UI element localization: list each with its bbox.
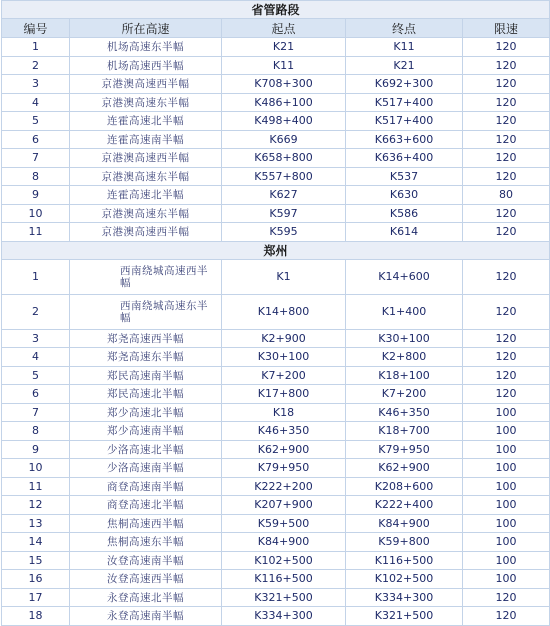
cell-highway: 郑尧高速东半幅 bbox=[70, 348, 222, 367]
cell-row-number: 12 bbox=[2, 496, 70, 515]
cell-end-point: K7+200 bbox=[346, 385, 463, 404]
cell-end-point: K30+100 bbox=[346, 329, 463, 348]
cell-end-point: K18+700 bbox=[346, 422, 463, 441]
section-header-row bbox=[2, 241, 550, 259]
cell-start-point: K21 bbox=[222, 38, 346, 57]
cell-speed-limit: 120 bbox=[463, 38, 550, 57]
section-title: 省管路段 bbox=[2, 1, 550, 19]
cell-row-number: 8 bbox=[2, 167, 70, 186]
cell-start-point: K1 bbox=[222, 259, 346, 294]
cell-row-number: 2 bbox=[2, 56, 70, 75]
column-header-row-number: 编号 bbox=[2, 19, 70, 38]
cell-highway: 汝登高速西半幅 bbox=[70, 570, 222, 589]
cell-end-point: K59+800 bbox=[346, 533, 463, 552]
cell-row-number: 3 bbox=[2, 329, 70, 348]
cell-row-number: 4 bbox=[2, 348, 70, 367]
cell-end-point: K517+400 bbox=[346, 93, 463, 112]
table-row bbox=[2, 514, 550, 533]
cell-row-number: 3 bbox=[2, 75, 70, 94]
cell-row-number: 18 bbox=[2, 607, 70, 626]
cell-row-number: 1 bbox=[2, 259, 70, 294]
cell-start-point: K59+500 bbox=[222, 514, 346, 533]
cell-start-point: K116+500 bbox=[222, 570, 346, 589]
table-row bbox=[2, 459, 550, 478]
cell-speed-limit: 120 bbox=[463, 149, 550, 168]
cell-speed-limit: 120 bbox=[463, 329, 550, 348]
column-header-highway: 所在高速 bbox=[70, 19, 222, 38]
table-row bbox=[2, 570, 550, 589]
cell-speed-limit: 120 bbox=[463, 56, 550, 75]
cell-row-number: 11 bbox=[2, 477, 70, 496]
table-row bbox=[2, 366, 550, 385]
cell-row-number: 4 bbox=[2, 93, 70, 112]
cell-row-number: 8 bbox=[2, 422, 70, 441]
cell-speed-limit: 120 bbox=[463, 112, 550, 131]
cell-start-point: K207+900 bbox=[222, 496, 346, 515]
cell-row-number: 10 bbox=[2, 204, 70, 223]
cell-highway: 京港澳高速东半幅 bbox=[70, 167, 222, 186]
cell-highway: 郑少高速南半幅 bbox=[70, 422, 222, 441]
cell-speed-limit: 120 bbox=[463, 130, 550, 149]
cell-row-number: 7 bbox=[2, 403, 70, 422]
cell-highway: 汝登高速南半幅 bbox=[70, 551, 222, 570]
cell-speed-limit: 120 bbox=[463, 348, 550, 367]
table-row bbox=[2, 496, 550, 515]
cell-start-point: K2+900 bbox=[222, 329, 346, 348]
cell-start-point: K62+900 bbox=[222, 440, 346, 459]
cell-speed-limit: 120 bbox=[463, 588, 550, 607]
cell-speed-limit: 100 bbox=[463, 514, 550, 533]
cell-highway: 连霍高速南半幅 bbox=[70, 130, 222, 149]
cell-speed-limit: 80 bbox=[463, 186, 550, 205]
cell-start-point: K597 bbox=[222, 204, 346, 223]
cell-start-point: K14+800 bbox=[222, 294, 346, 329]
cell-start-point: K595 bbox=[222, 223, 346, 242]
cell-start-point: K222+200 bbox=[222, 477, 346, 496]
cell-end-point: K11 bbox=[346, 38, 463, 57]
section-title: 郑州 bbox=[2, 241, 550, 259]
cell-end-point: K222+400 bbox=[346, 496, 463, 515]
cell-end-point: K663+600 bbox=[346, 130, 463, 149]
cell-highway: 连霍高速北半幅 bbox=[70, 186, 222, 205]
table-row bbox=[2, 56, 550, 75]
cell-end-point: K84+900 bbox=[346, 514, 463, 533]
column-header-end-point: 终点 bbox=[346, 19, 463, 38]
cell-end-point: K692+300 bbox=[346, 75, 463, 94]
cell-highway: 焦桐高速东半幅 bbox=[70, 533, 222, 552]
table-row bbox=[2, 440, 550, 459]
column-header-speed-limit: 限速 bbox=[463, 19, 550, 38]
cell-highway: 商登高速北半幅 bbox=[70, 496, 222, 515]
cell-row-number: 9 bbox=[2, 440, 70, 459]
table-row bbox=[2, 167, 550, 186]
cell-start-point: K658+800 bbox=[222, 149, 346, 168]
cell-start-point: K46+350 bbox=[222, 422, 346, 441]
cell-speed-limit: 120 bbox=[463, 607, 550, 626]
cell-speed-limit: 120 bbox=[463, 204, 550, 223]
cell-start-point: K708+300 bbox=[222, 75, 346, 94]
table-row bbox=[2, 223, 550, 242]
cell-row-number: 9 bbox=[2, 186, 70, 205]
table-row bbox=[2, 294, 550, 329]
cell-end-point: K208+600 bbox=[346, 477, 463, 496]
cell-speed-limit: 120 bbox=[463, 167, 550, 186]
cell-highway: 京港澳高速西半幅 bbox=[70, 149, 222, 168]
cell-end-point: K537 bbox=[346, 167, 463, 186]
cell-end-point: K630 bbox=[346, 186, 463, 205]
cell-highway: 连霍高速北半幅 bbox=[70, 112, 222, 131]
cell-end-point: K2+800 bbox=[346, 348, 463, 367]
cell-speed-limit: 120 bbox=[463, 75, 550, 94]
cell-speed-limit: 120 bbox=[463, 294, 550, 329]
cell-row-number: 13 bbox=[2, 514, 70, 533]
cell-speed-limit: 100 bbox=[463, 477, 550, 496]
table-row bbox=[2, 93, 550, 112]
table-row bbox=[2, 607, 550, 626]
table-row bbox=[2, 130, 550, 149]
cell-speed-limit: 100 bbox=[463, 533, 550, 552]
table-row bbox=[2, 477, 550, 496]
cell-highway: 西南绕城高速东半幅 bbox=[70, 294, 222, 329]
cell-row-number: 6 bbox=[2, 385, 70, 404]
cell-highway: 永登高速北半幅 bbox=[70, 588, 222, 607]
cell-end-point: K321+500 bbox=[346, 607, 463, 626]
cell-highway: 郑少高速北半幅 bbox=[70, 403, 222, 422]
cell-speed-limit: 100 bbox=[463, 440, 550, 459]
table-row bbox=[2, 149, 550, 168]
cell-end-point: K21 bbox=[346, 56, 463, 75]
cell-highway: 少洛高速南半幅 bbox=[70, 459, 222, 478]
table-row bbox=[2, 403, 550, 422]
cell-end-point: K517+400 bbox=[346, 112, 463, 131]
cell-speed-limit: 100 bbox=[463, 422, 550, 441]
cell-end-point: K586 bbox=[346, 204, 463, 223]
cell-highway: 少洛高速北半幅 bbox=[70, 440, 222, 459]
cell-end-point: K79+950 bbox=[346, 440, 463, 459]
table-row bbox=[2, 259, 550, 294]
cell-end-point: K614 bbox=[346, 223, 463, 242]
cell-speed-limit: 120 bbox=[463, 223, 550, 242]
cell-start-point: K18 bbox=[222, 403, 346, 422]
section-header-row bbox=[2, 1, 550, 19]
table-row bbox=[2, 112, 550, 131]
table-row bbox=[2, 186, 550, 205]
cell-speed-limit: 100 bbox=[463, 496, 550, 515]
cell-start-point: K11 bbox=[222, 56, 346, 75]
table-row bbox=[2, 348, 550, 367]
cell-speed-limit: 100 bbox=[463, 459, 550, 478]
cell-highway: 永登高速南半幅 bbox=[70, 607, 222, 626]
cell-start-point: K79+950 bbox=[222, 459, 346, 478]
cell-end-point: K102+500 bbox=[346, 570, 463, 589]
cell-highway: 商登高速南半幅 bbox=[70, 477, 222, 496]
column-header-start-point: 起点 bbox=[222, 19, 346, 38]
cell-end-point: K334+300 bbox=[346, 588, 463, 607]
table-body bbox=[2, 1, 550, 626]
table-row bbox=[2, 422, 550, 441]
cell-start-point: K557+800 bbox=[222, 167, 346, 186]
cell-row-number: 1 bbox=[2, 38, 70, 57]
cell-highway: 郑民高速南半幅 bbox=[70, 366, 222, 385]
speed-limit-table bbox=[1, 0, 550, 626]
table-row bbox=[2, 551, 550, 570]
cell-speed-limit: 100 bbox=[463, 551, 550, 570]
table-row bbox=[2, 204, 550, 223]
cell-start-point: K7+200 bbox=[222, 366, 346, 385]
cell-start-point: K669 bbox=[222, 130, 346, 149]
cell-highway: 郑尧高速西半幅 bbox=[70, 329, 222, 348]
cell-highway: 京港澳高速东半幅 bbox=[70, 204, 222, 223]
cell-speed-limit: 120 bbox=[463, 259, 550, 294]
cell-row-number: 17 bbox=[2, 588, 70, 607]
cell-row-number: 14 bbox=[2, 533, 70, 552]
cell-end-point: K62+900 bbox=[346, 459, 463, 478]
cell-speed-limit: 100 bbox=[463, 403, 550, 422]
cell-speed-limit: 100 bbox=[463, 570, 550, 589]
cell-row-number: 5 bbox=[2, 366, 70, 385]
cell-row-number: 11 bbox=[2, 223, 70, 242]
cell-start-point: K30+100 bbox=[222, 348, 346, 367]
cell-row-number: 15 bbox=[2, 551, 70, 570]
cell-start-point: K498+400 bbox=[222, 112, 346, 131]
table-row bbox=[2, 329, 550, 348]
cell-start-point: K627 bbox=[222, 186, 346, 205]
cell-row-number: 7 bbox=[2, 149, 70, 168]
cell-highway: 机场高速东半幅 bbox=[70, 38, 222, 57]
cell-highway: 京港澳高速西半幅 bbox=[70, 75, 222, 94]
table-row bbox=[2, 38, 550, 57]
cell-row-number: 16 bbox=[2, 570, 70, 589]
cell-end-point: K1+400 bbox=[346, 294, 463, 329]
cell-start-point: K334+300 bbox=[222, 607, 346, 626]
cell-start-point: K84+900 bbox=[222, 533, 346, 552]
table-row bbox=[2, 533, 550, 552]
cell-row-number: 5 bbox=[2, 112, 70, 131]
cell-start-point: K102+500 bbox=[222, 551, 346, 570]
cell-start-point: K17+800 bbox=[222, 385, 346, 404]
cell-row-number: 6 bbox=[2, 130, 70, 149]
table-row bbox=[2, 75, 550, 94]
cell-highway: 西南绕城高速西半幅 bbox=[70, 259, 222, 294]
cell-start-point: K321+500 bbox=[222, 588, 346, 607]
table-row bbox=[2, 588, 550, 607]
cell-end-point: K14+600 bbox=[346, 259, 463, 294]
column-header-row bbox=[2, 19, 550, 38]
cell-highway: 机场高速西半幅 bbox=[70, 56, 222, 75]
cell-speed-limit: 120 bbox=[463, 366, 550, 385]
cell-highway: 焦桐高速西半幅 bbox=[70, 514, 222, 533]
table-row bbox=[2, 385, 550, 404]
cell-start-point: K486+100 bbox=[222, 93, 346, 112]
cell-end-point: K636+400 bbox=[346, 149, 463, 168]
cell-row-number: 2 bbox=[2, 294, 70, 329]
cell-end-point: K46+350 bbox=[346, 403, 463, 422]
cell-highway: 京港澳高速东半幅 bbox=[70, 93, 222, 112]
cell-highway: 京港澳高速西半幅 bbox=[70, 223, 222, 242]
cell-row-number: 10 bbox=[2, 459, 70, 478]
cell-speed-limit: 120 bbox=[463, 93, 550, 112]
cell-end-point: K116+500 bbox=[346, 551, 463, 570]
cell-highway: 郑民高速北半幅 bbox=[70, 385, 222, 404]
cell-end-point: K18+100 bbox=[346, 366, 463, 385]
cell-speed-limit: 120 bbox=[463, 385, 550, 404]
